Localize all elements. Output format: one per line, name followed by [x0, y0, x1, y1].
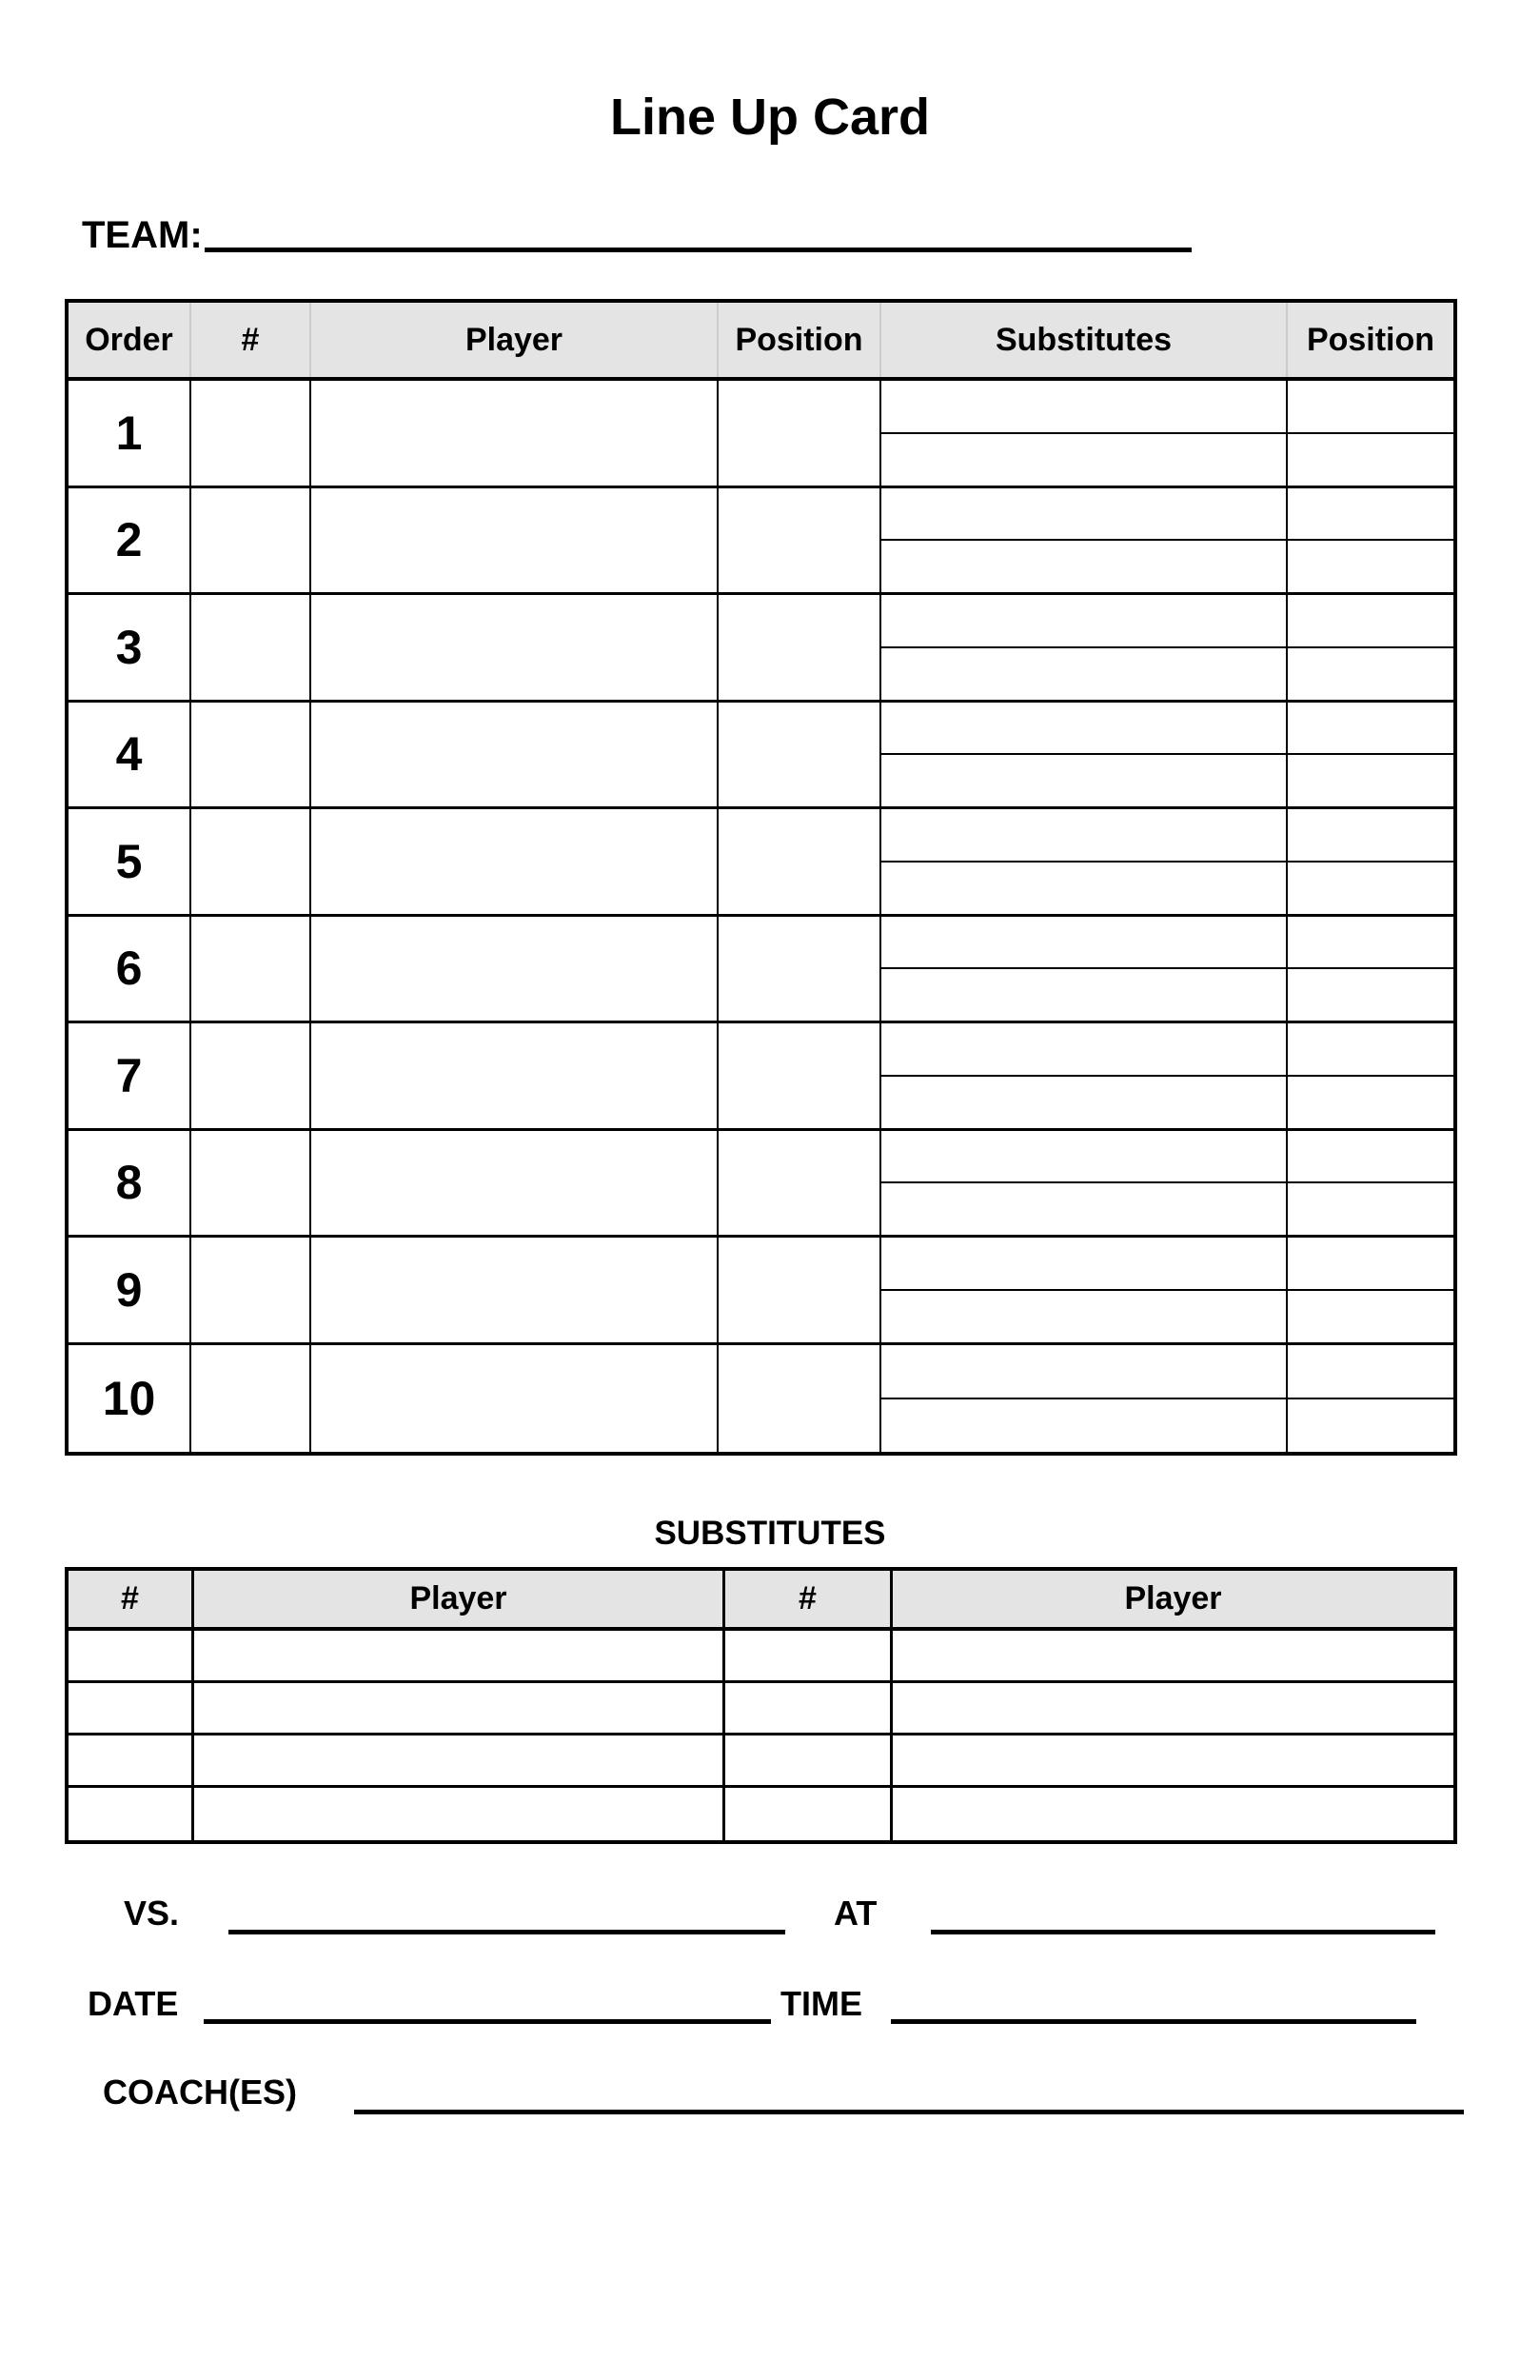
substitute-position-slot-1[interactable] — [1288, 703, 1453, 756]
substitutes-cell — [881, 488, 1288, 593]
substitutes-cell — [881, 1131, 1288, 1236]
subs-row-3 — [69, 1735, 1453, 1788]
substitute-slot-2[interactable] — [881, 1077, 1286, 1128]
subs-number-cell[interactable] — [69, 1683, 194, 1733]
substitute-position-slot-1[interactable] — [1288, 917, 1453, 970]
vs-fill-line[interactable] — [228, 1930, 785, 1934]
jersey-number-cell[interactable] — [191, 595, 311, 700]
subs-number-cell[interactable] — [725, 1788, 893, 1840]
jersey-number-cell[interactable] — [191, 381, 311, 486]
substitute-slot-2[interactable] — [881, 434, 1286, 486]
substitute-slot-1[interactable] — [881, 1238, 1286, 1291]
jersey-number-cell[interactable] — [191, 1023, 311, 1128]
lineup-row-9 — [69, 1238, 1453, 1345]
jersey-number-cell[interactable] — [191, 703, 311, 807]
header-substitute-position: Position — [1306, 321, 1435, 358]
lineup-row-4 — [69, 703, 1453, 810]
position-cell[interactable] — [719, 809, 881, 914]
subs-player-cell[interactable] — [893, 1631, 1453, 1680]
page-title: Line Up Card — [609, 89, 931, 146]
substitute-position-slot-1[interactable] — [1288, 809, 1453, 863]
subs-header-number-2: # — [725, 1571, 893, 1627]
substitute-position-slot-1[interactable] — [1288, 1345, 1453, 1399]
subs-header-player-2: Player — [1124, 1580, 1222, 1616]
lineup-row-10 — [69, 1345, 1453, 1453]
order-cell: 2 — [69, 488, 191, 593]
lineup-row-7 — [69, 1023, 1453, 1131]
substitute-slot-1[interactable] — [881, 1023, 1286, 1077]
substitutes-cell — [881, 809, 1288, 914]
substitute-slot-1[interactable] — [881, 703, 1286, 756]
order-cell: 8 — [69, 1131, 191, 1236]
position-cell[interactable] — [719, 1023, 881, 1128]
lineup-table-header — [69, 303, 1453, 381]
substitute-position-slot-2[interactable] — [1288, 1183, 1453, 1235]
position-cell[interactable] — [719, 1131, 881, 1236]
header-substitutes: Substitutes — [881, 303, 1288, 377]
coaches-fill-line[interactable] — [354, 2110, 1464, 2114]
player-name-cell[interactable] — [311, 809, 719, 914]
substitutes-cell — [881, 1023, 1288, 1128]
substitute-position-slot-2[interactable] — [1288, 755, 1453, 806]
substitute-position-slot-2[interactable] — [1288, 863, 1453, 914]
subs-row-4 — [69, 1788, 1453, 1840]
lineup-row-2 — [69, 488, 1453, 596]
subs-number-cell[interactable] — [69, 1631, 194, 1680]
header-order: Order — [69, 303, 191, 377]
team-fill-line[interactable] — [205, 248, 1192, 252]
substitutes-cell — [881, 1238, 1288, 1342]
date-label: DATE — [88, 1984, 179, 2023]
order-cell: 5 — [69, 809, 191, 914]
substitutes-table — [65, 1567, 1457, 1844]
substitute-slot-1[interactable] — [881, 917, 1286, 970]
jersey-number-cell[interactable] — [191, 488, 311, 593]
jersey-number-cell[interactable] — [191, 1238, 311, 1342]
substitutes-cell — [881, 917, 1288, 1021]
substitute-position-cell — [1288, 595, 1453, 700]
substitutes-cell — [881, 1345, 1288, 1453]
time-fill-line[interactable] — [891, 2019, 1416, 2024]
substitute-slot-2[interactable] — [881, 648, 1286, 700]
header-number: # — [191, 303, 311, 377]
substitutes-cell — [881, 381, 1288, 486]
order-cell: 10 — [69, 1345, 191, 1453]
substitute-position-slot-2[interactable] — [1288, 1291, 1453, 1342]
substitute-slot-1[interactable] — [881, 381, 1286, 434]
position-cell[interactable] — [719, 1238, 881, 1342]
substitutes-cell — [881, 703, 1288, 807]
substitute-position-slot-2[interactable] — [1288, 1399, 1453, 1452]
lineup-row-1 — [69, 381, 1453, 488]
substitute-position-slot-1[interactable] — [1288, 381, 1453, 434]
subs-header-player-1: Player — [194, 1571, 725, 1627]
subs-player-cell[interactable] — [194, 1631, 725, 1680]
lineup-table — [65, 299, 1457, 1456]
date-fill-line[interactable] — [204, 2019, 771, 2024]
substitute-position-slot-1[interactable] — [1288, 488, 1453, 542]
at-label: AT — [834, 1894, 878, 1933]
subs-row-2 — [69, 1683, 1453, 1735]
substitute-position-slot-2[interactable] — [1288, 969, 1453, 1021]
subs-player-cell[interactable] — [194, 1683, 725, 1733]
jersey-number-cell[interactable] — [191, 917, 311, 1021]
substitute-slot-2[interactable] — [881, 1399, 1286, 1452]
subs-player-cell[interactable] — [893, 1788, 1453, 1840]
substitute-position-slot-2[interactable] — [1288, 541, 1453, 592]
vs-label: VS. — [124, 1894, 180, 1933]
player-name-cell[interactable] — [311, 488, 719, 593]
player-name-cell[interactable] — [311, 917, 719, 1021]
substitutes-table-header — [69, 1571, 1453, 1631]
jersey-number-cell[interactable] — [191, 1131, 311, 1236]
substitutes-cell — [881, 595, 1288, 700]
substitute-position-cell — [1288, 703, 1453, 807]
player-name-cell[interactable] — [311, 381, 719, 486]
order-cell: 3 — [69, 595, 191, 700]
player-name-cell[interactable] — [311, 1023, 719, 1128]
substitute-slot-2[interactable] — [881, 863, 1286, 914]
player-name-cell[interactable] — [311, 1238, 719, 1342]
position-cell[interactable] — [719, 488, 881, 593]
substitute-position-slot-2[interactable] — [1288, 434, 1453, 486]
substitute-position-cell — [1288, 1238, 1453, 1342]
substitute-position-slot-2[interactable] — [1288, 1077, 1453, 1128]
subs-row-1 — [69, 1631, 1453, 1683]
substitute-slot-1[interactable] — [881, 809, 1286, 863]
order-cell: 9 — [69, 1238, 191, 1342]
substitute-slot-1[interactable] — [881, 595, 1286, 648]
coaches-label: COACH(ES) — [103, 2073, 297, 2112]
subs-player-cell[interactable] — [194, 1735, 725, 1785]
substitute-position-slot-1[interactable] — [1288, 595, 1453, 648]
team-label: TEAM: — [82, 214, 203, 256]
substitute-position-cell — [1288, 917, 1453, 1021]
substitute-slot-1[interactable] — [881, 488, 1286, 542]
subs-player-cell[interactable] — [194, 1788, 725, 1840]
position-cell[interactable] — [719, 703, 881, 807]
jersey-number-cell[interactable] — [191, 1345, 311, 1453]
substitute-position-cell — [1288, 381, 1453, 486]
lineup-row-6 — [69, 917, 1453, 1024]
substitute-slot-2[interactable] — [881, 969, 1286, 1021]
substitute-position-cell — [1288, 1023, 1453, 1128]
substitute-position-slot-1[interactable] — [1288, 1238, 1453, 1291]
player-name-cell[interactable] — [311, 595, 719, 700]
position-cell[interactable] — [719, 381, 881, 486]
position-cell[interactable] — [719, 595, 881, 700]
subs-number-cell[interactable] — [69, 1788, 194, 1840]
substitutes-heading: SUBSTITUTES — [654, 1515, 886, 1552]
substitute-position-slot-1[interactable] — [1288, 1023, 1453, 1077]
substitute-position-slot-2[interactable] — [1288, 648, 1453, 700]
substitute-slot-2[interactable] — [881, 755, 1286, 806]
subs-number-cell[interactable] — [725, 1631, 893, 1680]
subs-number-cell[interactable] — [725, 1683, 893, 1733]
substitute-position-cell — [1288, 809, 1453, 914]
at-fill-line[interactable] — [931, 1930, 1435, 1934]
substitute-position-slot-1[interactable] — [1288, 1131, 1453, 1184]
order-cell: 4 — [69, 703, 191, 807]
subs-number-cell[interactable] — [725, 1735, 893, 1785]
lineup-row-8 — [69, 1131, 1453, 1239]
player-name-cell[interactable] — [311, 703, 719, 807]
time-label: TIME — [780, 1984, 862, 2023]
lineup-row-3 — [69, 595, 1453, 703]
substitute-slot-1[interactable] — [881, 1345, 1286, 1399]
substitute-position-cell — [1288, 488, 1453, 593]
lineup-row-5 — [69, 809, 1453, 917]
substitute-slot-2[interactable] — [881, 1291, 1286, 1342]
substitute-slot-2[interactable] — [881, 1183, 1286, 1235]
subs-player-cell[interactable] — [893, 1683, 1453, 1733]
subs-header-number-1: # — [69, 1571, 194, 1627]
subs-player-cell[interactable] — [893, 1735, 1453, 1785]
header-player: Player — [311, 303, 719, 377]
jersey-number-cell[interactable] — [191, 809, 311, 914]
order-cell: 6 — [69, 917, 191, 1021]
order-cell: 1 — [69, 381, 191, 486]
order-cell: 7 — [69, 1023, 191, 1128]
player-name-cell[interactable] — [311, 1131, 719, 1236]
header-position: Position — [719, 303, 881, 377]
substitute-position-cell — [1288, 1131, 1453, 1236]
position-cell[interactable] — [719, 1345, 881, 1453]
position-cell[interactable] — [719, 917, 881, 1021]
player-name-cell[interactable] — [311, 1345, 719, 1453]
substitute-slot-1[interactable] — [881, 1131, 1286, 1184]
subs-number-cell[interactable] — [69, 1735, 194, 1785]
substitute-slot-2[interactable] — [881, 541, 1286, 592]
substitute-position-cell — [1288, 1345, 1453, 1453]
